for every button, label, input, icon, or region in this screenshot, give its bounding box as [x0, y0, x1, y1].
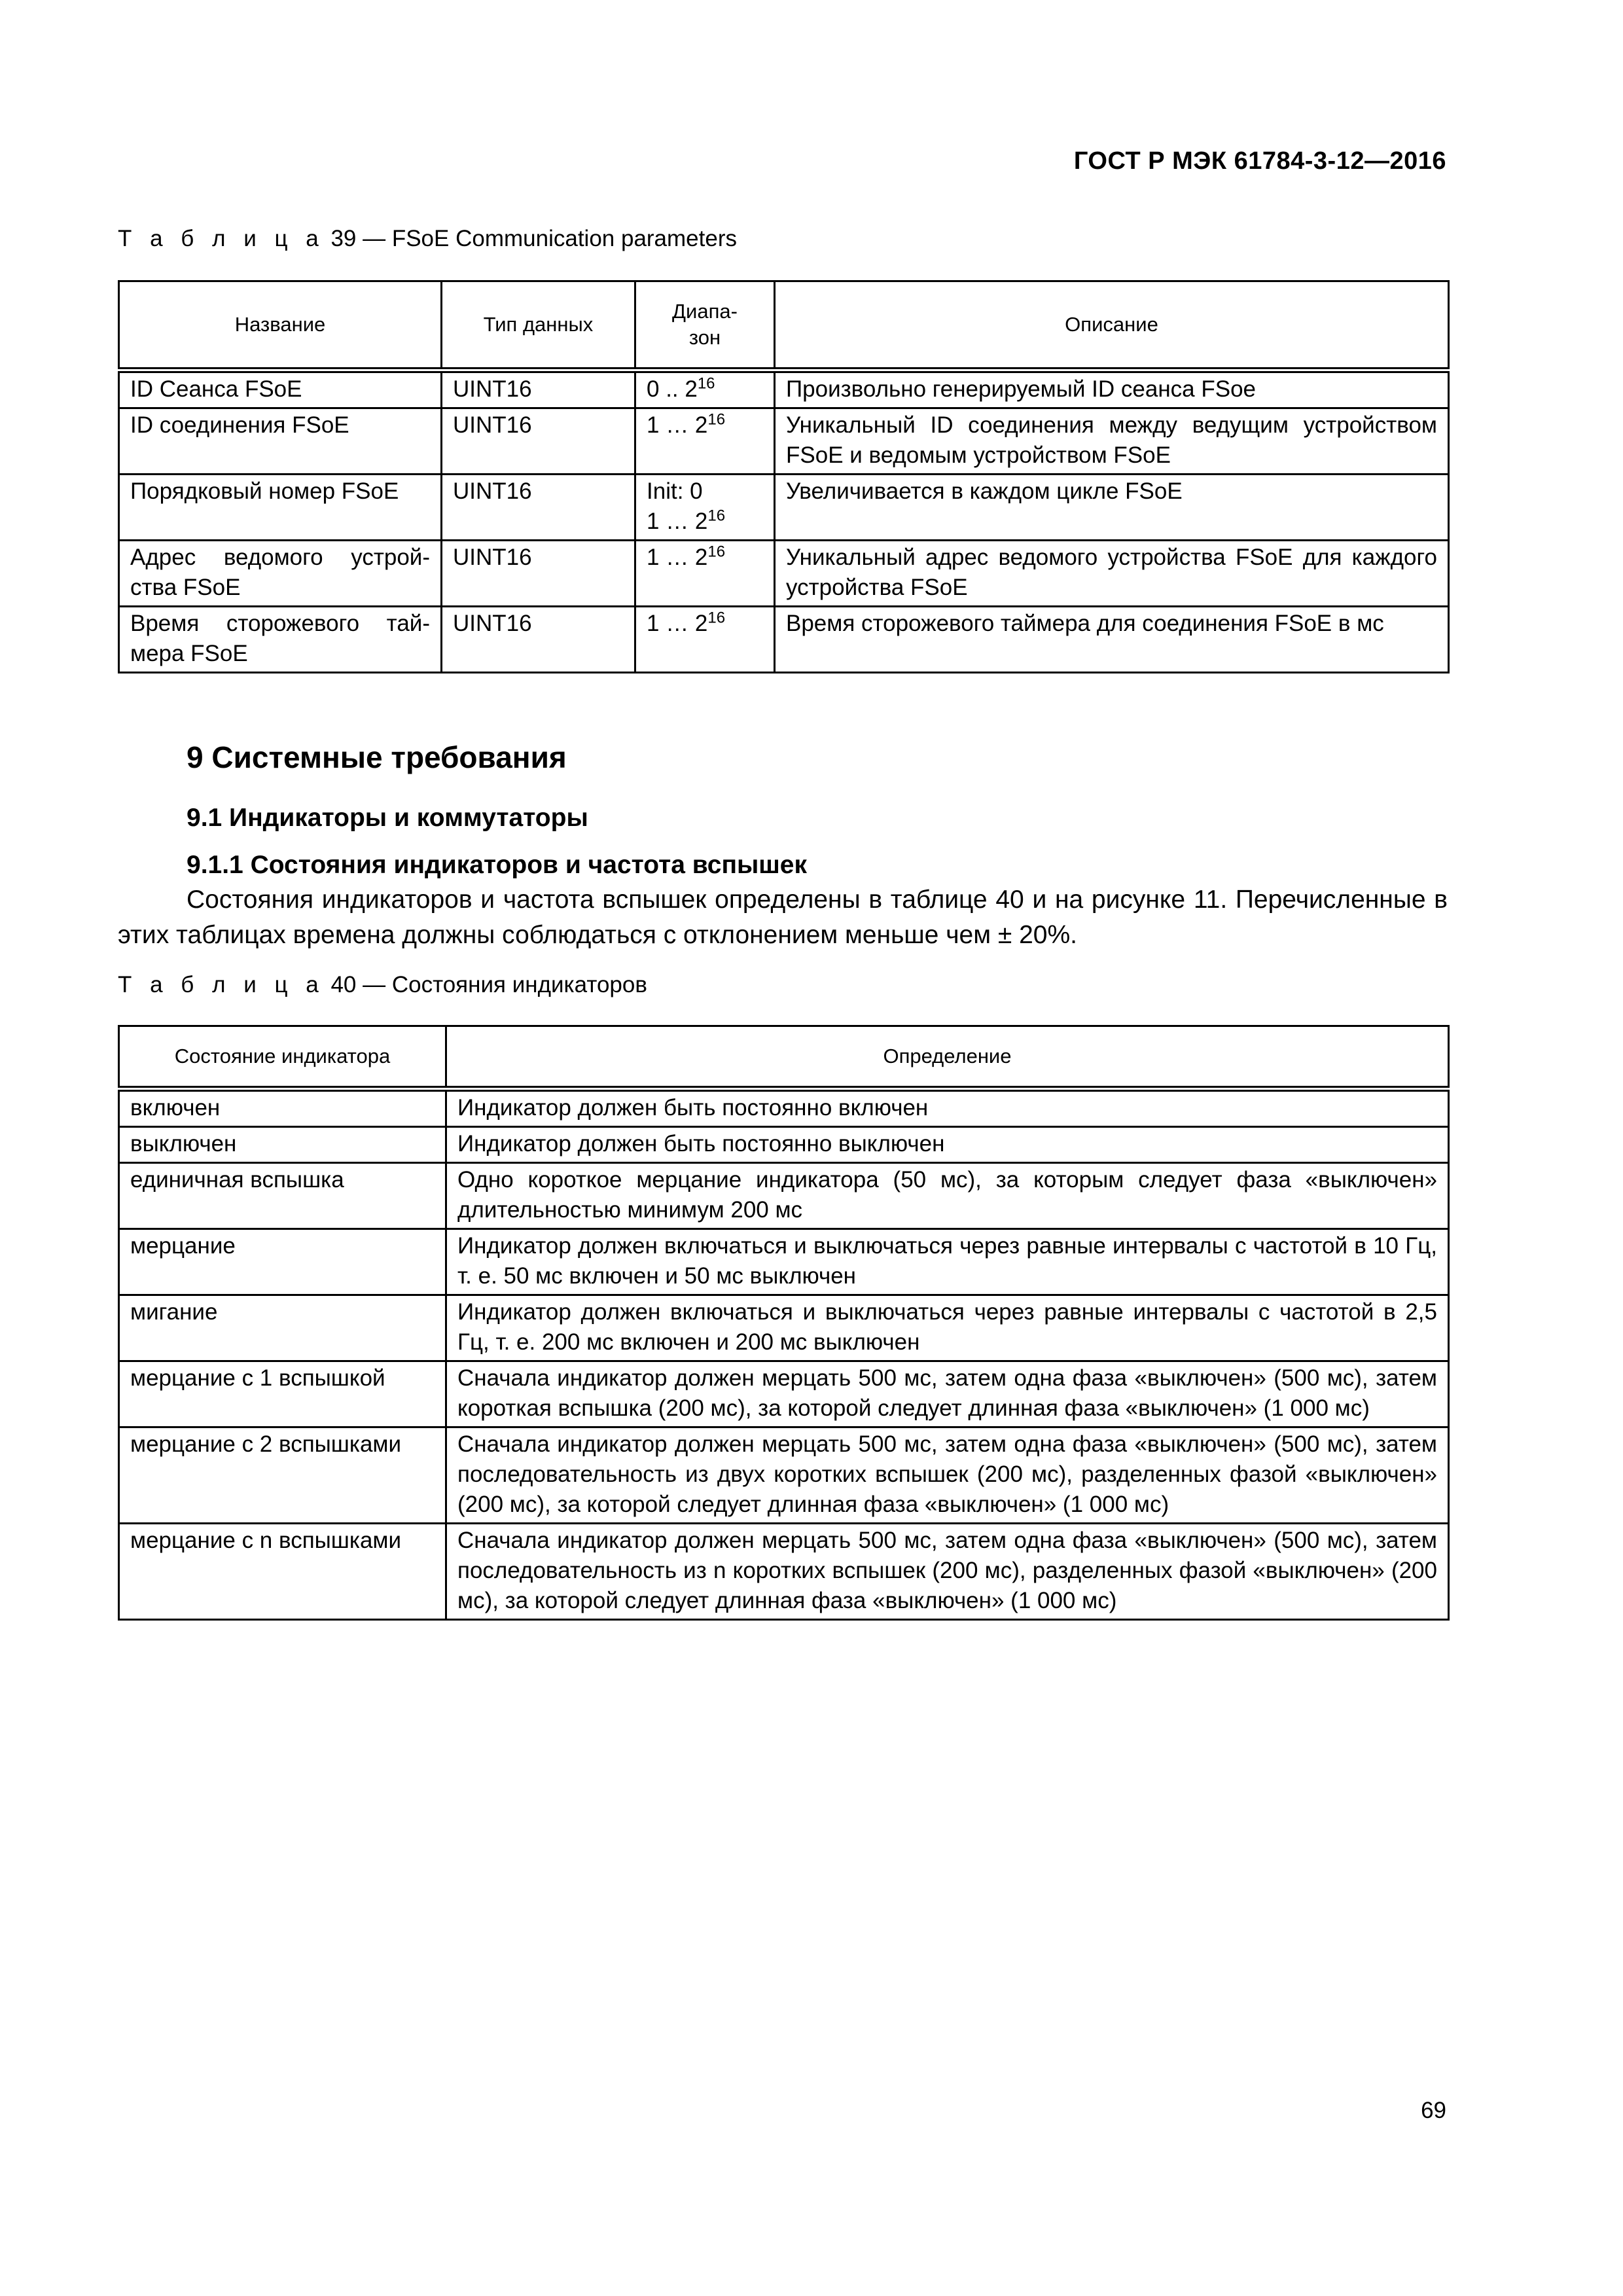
table39-cell-type: UINT16	[442, 475, 635, 541]
range-base: 1 … 2	[647, 412, 708, 438]
range-base: 0 .. 2	[647, 376, 698, 402]
range-exponent: 16	[707, 410, 726, 429]
range-exponent: 16	[707, 543, 726, 561]
range-exponent: 16	[707, 507, 726, 525]
range-base: 1 … 2	[647, 545, 708, 570]
table40-cell-definition: Сначала индикатор должен мерцать 500 мс, затем одна фаза «выключен» (500 мс), затем последовательность из n коротких вспышек (200 мс), разделенных фазой «выключен» (200 мс), за которой следует длинная фаза «выключен» (1 000 мс)	[446, 1524, 1449, 1620]
table40-cell-state: мерцание с 1 вспышкой	[119, 1361, 446, 1427]
table-row	[119, 370, 1449, 408]
table39-cell-type: UINT16	[442, 541, 635, 607]
table39-cell-range	[635, 408, 775, 475]
table40-cell-state: включен	[119, 1089, 446, 1127]
table-row	[119, 1229, 1449, 1295]
table39-cell-name: Порядковый номер FSoE	[119, 475, 442, 541]
table39-cell-description: Увеличивается в каждом цикле FSoE	[775, 475, 1449, 541]
table40-cell-definition: Индикатор должен включаться и выключаться через равные интервалы с частотой в 2,5 Гц, т. е. 200 мс включен и 200 мс выключен	[446, 1295, 1449, 1361]
table39-cell-name: ID Сеанса FSoE	[119, 370, 442, 408]
table40-cell-definition: Сначала индикатор должен мерцать 500 мс, затем одна фаза «выключен» (500 мс), затем короткая вспышка (200 мс), за которой следует длинная фаза «выключен» (1 000 мс)	[446, 1361, 1449, 1427]
table40-caption-text: 40 — Состояния индикаторов	[324, 972, 647, 997]
table39-cell-range	[635, 370, 775, 408]
table-row	[119, 1163, 1449, 1229]
table40-cell-state: мерцание с 2 вспышками	[119, 1427, 446, 1524]
table39-cell-range	[635, 541, 775, 607]
table40-header-state: Состояние индикатора	[119, 1026, 446, 1089]
table40-cell-state: единичная вспышка	[119, 1163, 446, 1229]
table-row	[119, 1524, 1449, 1620]
subsubsection-title: 9.1.1 Состояния индикаторов и частота вспышек	[187, 851, 808, 879]
table40-cell-state: мерцание с n вспышками	[119, 1524, 446, 1620]
table39-caption	[118, 226, 737, 252]
table39-header-row	[119, 281, 1449, 370]
table-row	[119, 408, 1449, 475]
table40-cell-state: мерцание	[119, 1229, 446, 1295]
table39-caption-label: Т а б л и ц а	[118, 226, 325, 251]
table40-cell-state: мигание	[119, 1295, 446, 1361]
table40-header-row	[119, 1026, 1449, 1089]
table40-header-definition: Определение	[446, 1026, 1449, 1089]
range-base: 1 … 2	[647, 509, 708, 534]
table39-header-name: Название	[119, 281, 442, 370]
table39-cell-description: Уникальный ID соединения между ведущим устройством FSoE и ведомым устройством FSoE	[775, 408, 1449, 475]
table39-cell-range	[635, 607, 775, 673]
table-row	[119, 607, 1449, 673]
table40-caption-label: Т а б л и ц а	[118, 972, 325, 997]
table-row	[119, 1427, 1449, 1524]
table39-header-range: Диапа- зон	[635, 281, 775, 370]
table39-cell-name: Время сторожевого тай-мера FSoE	[119, 607, 442, 673]
range-init: Init: 0	[647, 478, 703, 504]
table-row	[119, 1089, 1449, 1127]
table40-cell-definition: Индикатор должен быть постоянно включен	[446, 1089, 1449, 1127]
range-exponent: 16	[697, 374, 715, 393]
table-row	[119, 1127, 1449, 1163]
subsection-title: 9.1 Индикаторы и коммутаторы	[187, 804, 588, 832]
range-base: 1 … 2	[647, 611, 708, 636]
body-paragraph: Состояния индикаторов и частота вспышек определены в таблице 40 и на рисунке 11. Перечисленные в этих таблицах времена должны соблюдаться с отклонением меньше чем ± 20%.	[118, 886, 1448, 949]
table40-cell-definition: Одно короткое мерцание индикатора (50 мс), за которым следует фаза «выключен» длительностью минимум 200 мс	[446, 1163, 1449, 1229]
table40-caption	[118, 972, 647, 998]
table39-cell-type: UINT16	[442, 408, 635, 475]
table-row	[119, 1361, 1449, 1427]
table-row	[119, 475, 1449, 541]
table40-cell-definition: Индикатор должен включаться и выключаться через равные интервалы с частотой в 10 Гц, т. е. 50 мс включен и 50 мс выключен	[446, 1229, 1449, 1295]
table39-cell-type: UINT16	[442, 370, 635, 408]
table40-cell-definition: Сначала индикатор должен мерцать 500 мс, затем одна фаза «выключен» (500 мс), затем последовательность из двух коротких вспышек (200 мс), разделенных фазой «выключен» (200 мс), за которой следует длинная фаза «выключен» (1 000 мс)	[446, 1427, 1449, 1524]
range-exponent: 16	[707, 609, 726, 627]
table39-cell-description: Уникальный адрес ведомого устройства FSoE для каждого устройства FSoE	[775, 541, 1449, 607]
table39	[118, 280, 1450, 673]
table40-cell-definition: Индикатор должен быть постоянно выключен	[446, 1127, 1449, 1163]
table39-header-type: Тип данных	[442, 281, 635, 370]
table40-cell-state: выключен	[119, 1127, 446, 1163]
page-number: 69	[1421, 2098, 1446, 2123]
table39-cell-description: Произвольно генерируемый ID сеанса FSoe	[775, 370, 1449, 408]
table-row	[119, 541, 1449, 607]
table39-cell-name: ID соединения FSoE	[119, 408, 442, 475]
table39-cell-range	[635, 475, 775, 541]
table39-cell-description: Время сторожевого таймера для соединения FSoE в мс	[775, 607, 1449, 673]
table39-cell-name: Адрес ведомого устрой-ства FSoE	[119, 541, 442, 607]
table39-cell-type: UINT16	[442, 607, 635, 673]
table39-caption-text: 39 — FSoE Communication parameters	[324, 226, 737, 251]
table39-header-description: Описание	[775, 281, 1449, 370]
document-code-header: ГОСТ Р МЭК 61784-3-12—2016	[1073, 147, 1446, 175]
section-title: 9 Системные требования	[187, 740, 567, 774]
table40	[118, 1025, 1450, 1621]
table-row	[119, 1295, 1449, 1361]
